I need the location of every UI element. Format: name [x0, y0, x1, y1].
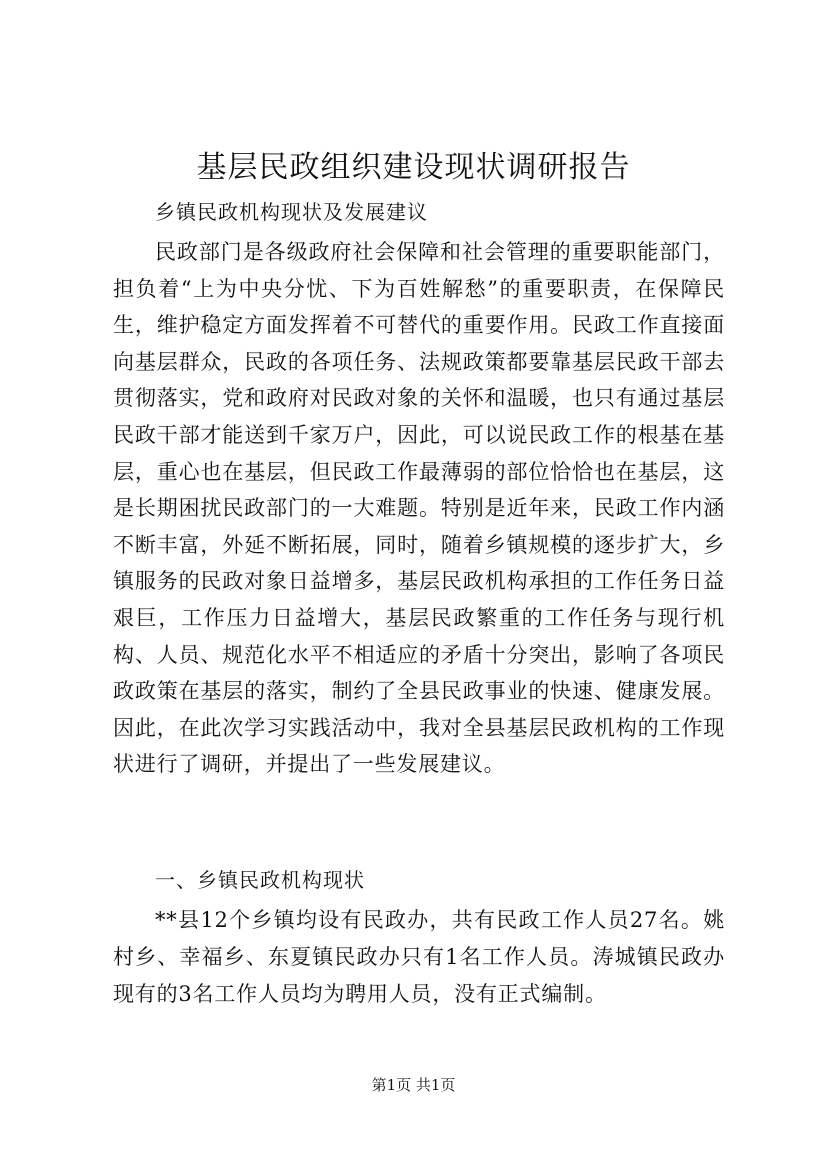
page-footer: 第1页 共1页	[371, 1076, 456, 1094]
section-heading-1: 一、乡镇民政机构现状	[155, 868, 365, 892]
document-title: 基层民政组织建设现状调研报告	[196, 150, 631, 185]
body-paragraph-1: 民政部门是各级政府社会保障和社会管理的重要职能部门，担负着“上为中央分忧、下为百姓解愁”的重要职责，在保障民生，维护稳定方面发挥着不可替代的重要作用。民政工作直接面向基层群众，民政的各项任务、法规政策都要靠基层民政干部去贯彻落实，党和政府对民政对象的关怀和温暖，也只有通过基层民政干部才能送到千家万户，因此，可以说民政工作的根基在基层，重心也在基层，但民政工作最薄弱的部位恰恰也在基层，这是长期困扰民政部门的一大难题。特别是近年来，民政工作内涵不断丰富，外延不断拓展，同时，随着乡镇规模的逐步扩大，乡镇服务的民政对象日益增多，基层民政机构承担的工作任务日益艰巨，工作压力日益增大，基层民政繁重的工作任务与现行机构、人员、规范化水平不相适应的矛盾十分突出，影响了各项民政政策在基层的落实，制约了全县民政事业的快速、健康发展。因此，在此次学习实践活动中，我对全县基层民政机构的工作现状进行了调研，并提出了一些发展建议。	[113, 240, 725, 777]
body-paragraph-2: **县12个乡镇均设有民政办，共有民政工作人员27名。姚村乡、幸福乡、东夏镇民政办只有1名工作人员。涛城镇民政办现有的3名工作人员均为聘用人员，没有正式编制。	[113, 908, 725, 1006]
document-subtitle: 乡镇民政机构现状及发展建议	[155, 200, 428, 224]
